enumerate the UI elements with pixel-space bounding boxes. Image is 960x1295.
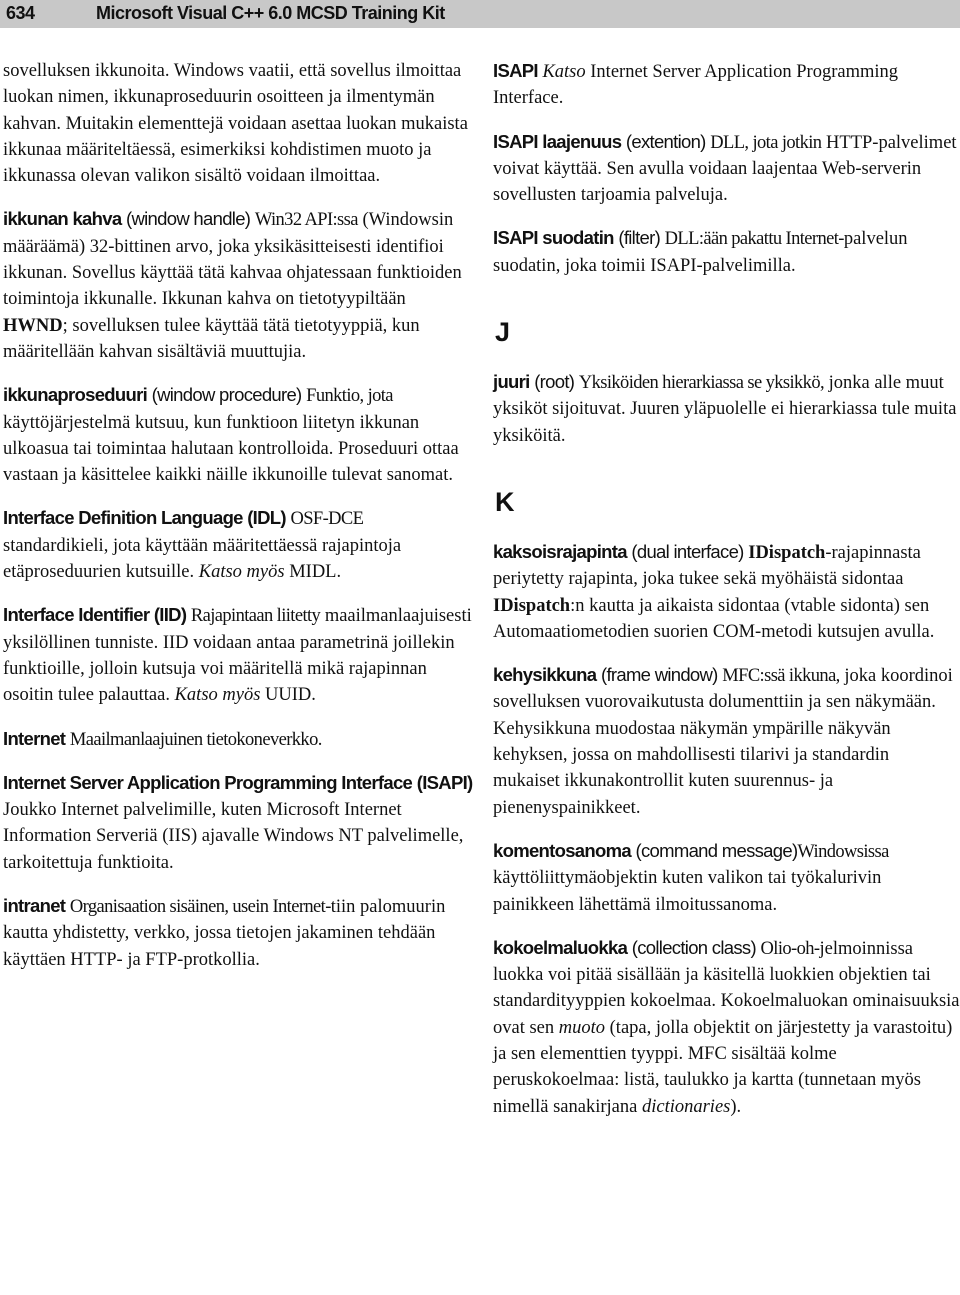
entry-definition-end: ).	[730, 1096, 742, 1117]
entry-definition-cont: ; sovelluksen tulee käyttää tätä tietotyyppiä, kun määritellään kahvan sisältäviä muuttujia.	[3, 315, 420, 362]
entry-definition: standardikieli, jota käyttään määritettäessä rajapintoja etäproseduurien kutsuille.	[3, 535, 402, 583]
entry-term: intranet	[3, 895, 66, 917]
entry-term: kaksoisrajapinta	[493, 540, 627, 562]
entry-lead: Win32 API:ssa	[254, 210, 358, 231]
entry-english-term: (collection class)	[631, 936, 756, 958]
entry-definition: Joukko Internet palvelimille, kuten Microsoft Internet Information Serveriä (IIS) ajavalle Windows NT palvelimelle, tarkoitettuja funktioita.	[3, 800, 464, 873]
entry-lead: Funktio, jota	[306, 386, 393, 407]
entry-english-term: (filter)	[618, 227, 661, 249]
continuation-text: sovelluksen ikkunoita. Windows vaatii, että sovellus ilmoittaa luokan nimen, ikkunaproseduurin osoitteen ja ilmentymän kahvan. Muitakin elementtejä voidaan asettaa luokan mukaista ikkunaa määriteltäessä, esimerkiksi kohdistimen muoto ja ikkunassa olevan valikon sisältö voidaan ilmoittaa.	[3, 61, 468, 187]
entry-definition: palvelun suodatin, joka toimii ISAPI-palvelimilla.	[493, 229, 908, 276]
entry-english-term: (frame window)	[601, 664, 718, 686]
entry-definition: (Windowsin määräämä) 32-bittinen arvo, joka yksikäsitteisesti identifioi ikkunan. Sovellus käyttää tätä kahvaa ohjatessaan funktioiden toimintoja ikkunalle. Ikkunan kahva on tietotyypiltään	[3, 210, 462, 310]
entry-term: komentosanoma	[493, 839, 631, 861]
entry-see-also: Katso	[542, 62, 586, 82]
entry-term-abbreviation: (ISAPI)	[416, 771, 473, 793]
glossary-entry-isapi-suodatin	[493, 225, 960, 279]
entry-definition: Maailmanlaajuinen tietokoneverkko.	[69, 729, 322, 750]
entry-cross-reference: MIDL.	[289, 562, 342, 583]
entry-term: ikkunan kahva	[3, 208, 122, 230]
entry-definition: jelmoinnissa luokka voi pitää sisällään ja käsitellä luokkien objektien tai standardityyppien kokoelmaa. Kokoelmaluokan ominaisuuksia ovat sen	[493, 938, 960, 1038]
glossary-entry-ikkunaproseduuri	[3, 382, 473, 488]
glossary-entry-isapi-full	[3, 770, 473, 876]
entry-english-term: (dual interface)	[631, 540, 744, 562]
entry-definition: -rajapinnasta periytetty rajapinta, joka tukee sekä myöhäistä sidontaa	[493, 542, 921, 590]
entry-definition: maailmanlaajuisesti yksilöllinen tunniste. IID voidaan antaa parametrinä joillekin funktioille, jolloin kutsuja voi määritellä mikä rajapinnan osoitin tulee palauttaa.	[3, 606, 472, 706]
entry-emphasis-2: dictionaries	[641, 1096, 731, 1117]
entry-term: kokoelmaluokka	[493, 936, 628, 958]
entry-english-term: (root)	[534, 371, 575, 393]
entry-lead: Windowsissa	[797, 841, 889, 862]
entry-lead: Olio-oh-	[760, 938, 820, 959]
glossary-entry-komentosanoma	[493, 838, 960, 918]
entry-definition: joka koordinoi sovelluksen vuorovaikutusta dolumenttiin ja sen näkymään. Kehysikkuna muodostaa näkymän ympärille näkyvän kehyksen, jossa on mahdollisesti tilarivi ja standardin mukaiset ikkunakontrollit kuten suurennus- ja pienenyspainikkeet.	[493, 666, 953, 818]
entry-lead: OSF-DCE	[290, 509, 364, 530]
entry-lead: MFC:ssä ikkuna,	[722, 666, 840, 687]
glossary-entry-isapi-laajennus	[493, 129, 960, 209]
glossary-entry-juuri	[493, 369, 960, 449]
entry-definition-cont: :n kautta ja aikaista sidontaa (vtable sidonta) sen Automaatiometodien suorien COM-metodi kutsujen avulla.	[493, 595, 935, 642]
entry-definition: tiin palomuurin kautta yhdistetty, verkko, jossa tietojen jakaminen tehdään käyttäen HTTP- ja FTP-protkollia.	[3, 897, 446, 970]
glossary-entry-intranet	[3, 893, 473, 973]
left-column	[3, 58, 473, 990]
entry-term: kehysikkuna	[493, 664, 597, 686]
entry-see-also: Katso myös	[174, 685, 261, 706]
glossary-entry-ikkunan-kahva	[3, 206, 473, 365]
entry-lead: Yksiköiden hierarkiassa se yksikkö,	[578, 373, 824, 394]
entry-english-term: (command message)	[635, 839, 798, 861]
entry-term: Interface Identifier (IID)	[3, 604, 187, 626]
entry-code-term-2: IDispatch	[493, 595, 571, 616]
entry-emphasis: muoto	[558, 1017, 606, 1038]
section-letter-k: K	[495, 486, 515, 517]
glossary-entry-kehysikkuna	[493, 662, 960, 821]
entry-term: Interface Definition Language (IDL)	[3, 507, 286, 529]
entry-term: ISAPI suodatin	[493, 227, 614, 249]
glossary-entry-kokoelmaluokka	[493, 935, 960, 1120]
entry-lead: Rajapintaan liitetty	[190, 606, 321, 627]
entry-cross-reference: UUID.	[265, 685, 316, 706]
entry-term: juuri	[493, 371, 530, 393]
entry-definition: käyttöjärjestelmä kutsuu, kun funktioon liitetyn ikkunan ulkoasua tai toimintaa halutaan kontrolloida. Proseduuri ottaa vastaan ja käsittelee kaikki näille ikkunoille tulevat sanomat.	[3, 412, 459, 486]
entry-definition-cont: (tapa, jolla objektit on järjestetty ja varastoitu) ja sen elementtien tyyppi. MFC sisältää kolme peruskokoelmaa: listä, taulukko ja kartta (tunnetaan myös nimellä sanakirjana	[493, 1017, 953, 1117]
glossary-entry-internet	[3, 726, 473, 753]
entry-code-term: HWND	[3, 315, 63, 336]
entry-term: ISAPI laajenuus	[493, 130, 622, 152]
entry-english-term: (extention)	[625, 130, 706, 152]
section-letter-j: J	[495, 317, 511, 348]
entry-lead: DLL, jota jotkin	[710, 132, 822, 153]
page-number: 634	[6, 3, 35, 23]
entry-see-also: Katso myös	[198, 562, 285, 583]
entry-code-term: IDispatch	[748, 542, 826, 563]
entry-lead: DLL:ään pakattu Internet-	[664, 229, 844, 250]
entry-english-term: (window procedure)	[151, 384, 302, 406]
right-column	[493, 58, 960, 1137]
glossary-entry-iid	[3, 602, 473, 708]
entry-term: Internet Server Application Programming Interface	[3, 771, 413, 793]
entry-english-term: (window handle)	[126, 208, 251, 230]
glossary-entry-idl	[3, 505, 473, 585]
entry-term: ISAPI	[493, 60, 538, 81]
entry-term: Internet	[3, 727, 66, 749]
glossary-entry-isapi	[493, 58, 960, 112]
entry-definition: HTTP-palvelimet voivat käyttää. Sen avulla voidaan laajentaa Web-serverin sovellusten tarjoamia palveluja.	[493, 132, 957, 206]
entry-cross-reference: Internet Server Application Programming Interface.	[493, 62, 899, 109]
entry-definition: jonka alle muut yksiköt sijoituvat. Juuren yläpuolelle ei hierarkiassa tule muita yksiköitä.	[493, 373, 957, 446]
glossary-entry-kaksoisrajapinta	[493, 539, 960, 645]
entry-definition: käyttöliittymäobjektin kuten valikon tai työkalurivin painikkeen lähettämä ilmoitussanoma.	[493, 868, 882, 915]
book-title: Microsoft Visual C++ 6.0 MCSD Training Kit	[96, 3, 445, 23]
entry-lead: Organisaation sisäinen, usein Internet-	[69, 897, 331, 918]
entry-term: ikkunaproseduuri	[3, 384, 148, 406]
continuation-paragraph	[3, 58, 473, 189]
running-header	[0, 0, 960, 28]
